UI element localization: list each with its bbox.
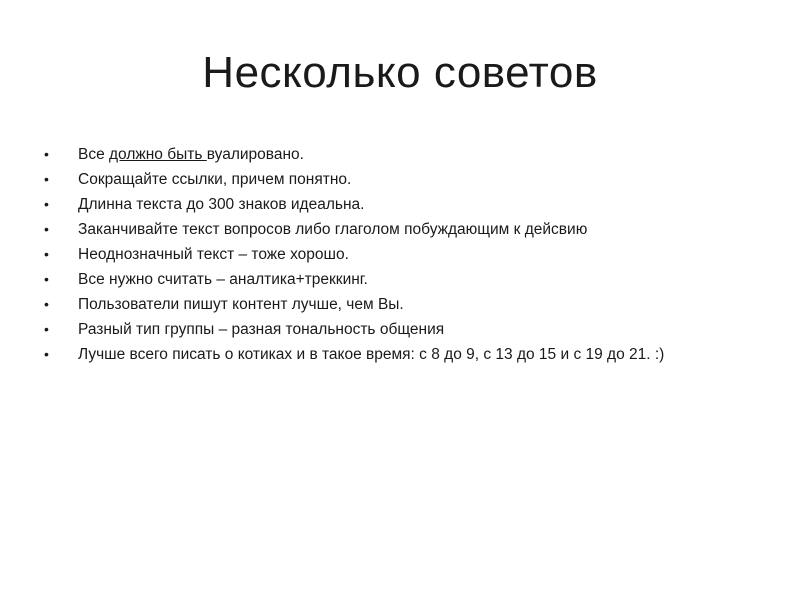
- bullet-icon: •: [44, 146, 49, 162]
- item-text-end: вуалировано.: [206, 146, 304, 163]
- list-item: [40, 192, 780, 217]
- tips-list: [40, 142, 780, 367]
- item-text: Пользователи пишут контент лучше, чем Вы.: [78, 296, 404, 313]
- item-text-start: Все: [78, 146, 110, 163]
- bullet-icon: •: [44, 296, 49, 312]
- list-item: [40, 267, 780, 292]
- item-text: Разный тип группы – разная тональность общения: [78, 321, 445, 338]
- bullet-icon: •: [44, 221, 49, 237]
- list-item: [40, 142, 780, 167]
- list-item: [40, 342, 780, 367]
- bullet-icon: •: [44, 171, 49, 187]
- slide-title: Несколько советов: [202, 48, 598, 97]
- list-item: [40, 317, 780, 342]
- bullet-icon: •: [44, 271, 49, 287]
- bullet-icon: •: [44, 346, 49, 362]
- list-item: [40, 217, 780, 242]
- item-text: Неоднозначный текст – тоже хорошо.: [78, 246, 349, 263]
- list-item: [40, 292, 780, 317]
- bullet-icon: •: [44, 246, 49, 262]
- item-text: Длинна текста до 300 знаков идеальна.: [78, 196, 365, 213]
- item-text: Все нужно считать – аналтика+треккинг.: [78, 271, 368, 288]
- item-text-underlined: должно быть: [109, 146, 207, 163]
- list-item: [40, 242, 780, 267]
- item-text: Лучше всего писать о котиках и в такое время: с 8 до 9, с 13 до 15 и с 19 до 21. :): [78, 346, 665, 363]
- item-text: Заканчивайте текст вопросов либо глаголом побуждающим к дейсвию: [78, 221, 588, 238]
- list-item: [40, 167, 780, 192]
- bullet-icon: •: [44, 321, 49, 337]
- item-text: Сокращайте ссылки, причем понятно.: [78, 171, 352, 188]
- bullet-icon: •: [44, 196, 49, 212]
